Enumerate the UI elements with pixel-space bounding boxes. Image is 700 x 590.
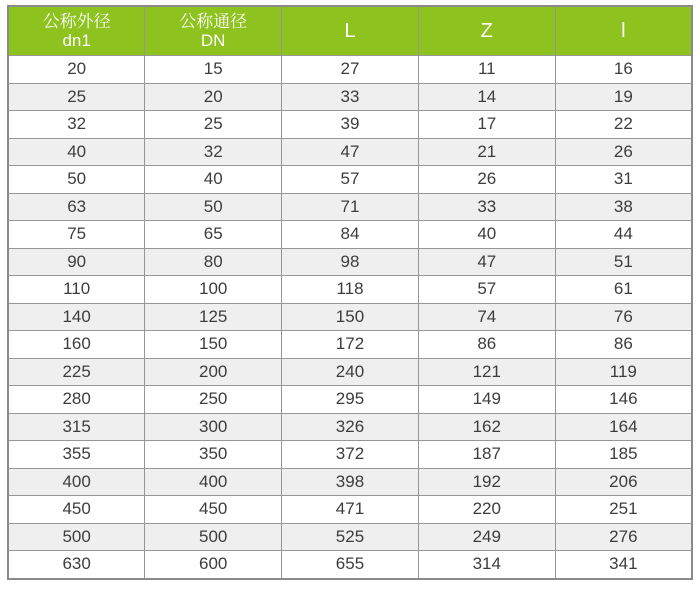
table-cell: 250 [145,386,282,414]
table-cell: 164 [555,413,692,441]
table-cell: 146 [555,386,692,414]
table-cell: 65 [145,221,282,249]
table-cell: 14 [418,83,555,111]
table-row [8,111,692,139]
table-row [8,468,692,496]
table-cell: 225 [8,358,145,386]
table-cell: 22 [555,111,692,139]
table-cell: 31 [555,166,692,194]
table-row [8,56,692,84]
table-cell: 150 [145,331,282,359]
table-row [8,138,692,166]
dimension-table-container [7,5,693,580]
table-cell: 86 [418,331,555,359]
header-cell-l [555,6,692,56]
table-cell: 40 [145,166,282,194]
table-cell: 25 [8,83,145,111]
header-label-Z: Z [480,19,493,42]
table-cell: 500 [8,523,145,551]
header-label-dn: 公称通径 [179,12,248,32]
table-row [8,358,692,386]
table-cell: 162 [418,413,555,441]
table-cell: 206 [555,468,692,496]
table-cell: 119 [555,358,692,386]
table-cell: 341 [555,551,692,579]
table-cell: 17 [418,111,555,139]
table-cell: 110 [8,276,145,304]
table-cell: 74 [418,303,555,331]
table-cell: 84 [282,221,419,249]
table-cell: 32 [8,111,145,139]
dimension-table [7,5,693,580]
table-row [8,441,692,469]
table-cell: 160 [8,331,145,359]
table-cell: 355 [8,441,145,469]
table-row [8,413,692,441]
table-cell: 33 [282,83,419,111]
table-cell: 57 [282,166,419,194]
header-sublabel-dn: DN [200,31,226,51]
table-cell: 27 [282,56,419,84]
table-cell: 47 [282,138,419,166]
table-row [8,276,692,304]
table-cell: 16 [555,56,692,84]
table-cell: 100 [145,276,282,304]
table-row [8,193,692,221]
table-row [8,386,692,414]
table-cell: 372 [282,441,419,469]
table-cell: 125 [145,303,282,331]
table-row [8,221,692,249]
table-cell: 21 [418,138,555,166]
table-cell: 315 [8,413,145,441]
table-header [8,6,692,56]
table-row [8,331,692,359]
table-cell: 20 [145,83,282,111]
table-cell: 61 [555,276,692,304]
table-cell: 655 [282,551,419,579]
table-cell: 150 [282,303,419,331]
table-cell: 71 [282,193,419,221]
header-label-l: l [621,19,626,42]
table-cell: 32 [145,138,282,166]
header-cell-L [282,6,419,56]
table-cell: 50 [8,166,145,194]
table-cell: 26 [418,166,555,194]
table-cell: 249 [418,523,555,551]
table-cell: 525 [282,523,419,551]
table-cell: 20 [8,56,145,84]
table-cell: 47 [418,248,555,276]
table-cell: 300 [145,413,282,441]
header-cell-dn1 [8,6,145,56]
table-cell: 19 [555,83,692,111]
table-cell: 140 [8,303,145,331]
table-cell: 98 [282,248,419,276]
table-row [8,551,692,579]
table-cell: 75 [8,221,145,249]
table-cell: 630 [8,551,145,579]
table-row [8,248,692,276]
table-cell: 450 [8,496,145,524]
table-cell: 187 [418,441,555,469]
table-cell: 39 [282,111,419,139]
table-cell: 76 [555,303,692,331]
table-cell: 400 [145,468,282,496]
table-cell: 57 [418,276,555,304]
table-body [8,56,692,579]
table-cell: 280 [8,386,145,414]
table-cell: 398 [282,468,419,496]
header-cell-Z [418,6,555,56]
table-cell: 63 [8,193,145,221]
header-label-dn1: 公称外径 [42,12,111,32]
table-cell: 450 [145,496,282,524]
table-row [8,303,692,331]
header-label-L: L [344,19,356,42]
table-row [8,83,692,111]
table-cell: 295 [282,386,419,414]
table-cell: 200 [145,358,282,386]
table-row [8,496,692,524]
table-cell: 25 [145,111,282,139]
table-cell: 350 [145,441,282,469]
table-cell: 326 [282,413,419,441]
table-cell: 86 [555,331,692,359]
table-cell: 40 [8,138,145,166]
table-cell: 38 [555,193,692,221]
table-cell: 149 [418,386,555,414]
table-cell: 90 [8,248,145,276]
table-cell: 118 [282,276,419,304]
table-cell: 51 [555,248,692,276]
table-cell: 185 [555,441,692,469]
header-sublabel-dn1: dn1 [62,31,91,51]
table-cell: 40 [418,221,555,249]
header-row [8,6,692,56]
table-cell: 400 [8,468,145,496]
table-cell: 192 [418,468,555,496]
table-cell: 11 [418,56,555,84]
table-cell: 50 [145,193,282,221]
table-cell: 471 [282,496,419,524]
table-cell: 33 [418,193,555,221]
table-cell: 276 [555,523,692,551]
table-row [8,523,692,551]
table-cell: 26 [555,138,692,166]
table-cell: 80 [145,248,282,276]
table-cell: 314 [418,551,555,579]
table-cell: 500 [145,523,282,551]
table-cell: 121 [418,358,555,386]
table-cell: 251 [555,496,692,524]
table-cell: 600 [145,551,282,579]
table-cell: 44 [555,221,692,249]
table-cell: 240 [282,358,419,386]
table-row [8,166,692,194]
table-cell: 220 [418,496,555,524]
header-cell-dn [145,6,282,56]
table-cell: 172 [282,331,419,359]
table-cell: 15 [145,56,282,84]
